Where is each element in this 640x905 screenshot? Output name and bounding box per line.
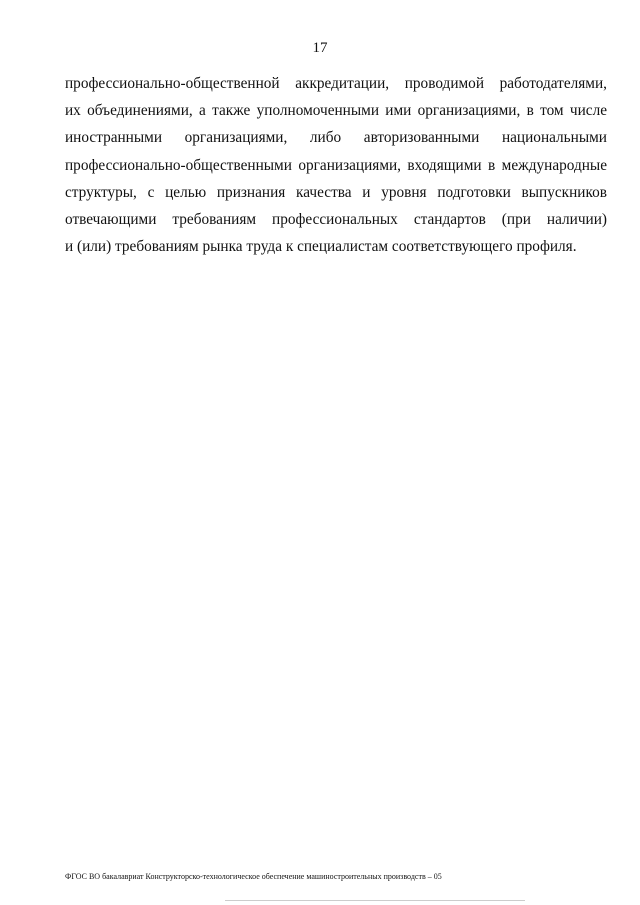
text-line: иностранными организациями, либо авторизованными национальными xyxy=(65,129,607,147)
body-text xyxy=(65,70,607,260)
text-line: и (или) требованиям рынка труда к специалистам соответствующего профиля. xyxy=(65,238,577,256)
text-line: их объединениями, а также уполномоченными ими организациями, в том числе xyxy=(65,102,607,120)
page-footer: ФГОС ВО бакалавриат Конструкторско-технологическое обеспечение машиностроительных производств – 05 xyxy=(65,872,442,881)
text-line: профессионально-общественными организациями, входящими в международные xyxy=(65,156,607,174)
bottom-rule xyxy=(225,900,525,901)
text-line: структуры, с целью признания качества и уровня подготовки выпускников xyxy=(65,183,607,201)
text-line: профессионально-общественной аккредитации, проводимой работодателями, xyxy=(65,75,607,92)
page-number: 17 xyxy=(312,40,328,56)
text-line: отвечающими требованиям профессиональных стандартов (при наличии) xyxy=(65,210,607,228)
